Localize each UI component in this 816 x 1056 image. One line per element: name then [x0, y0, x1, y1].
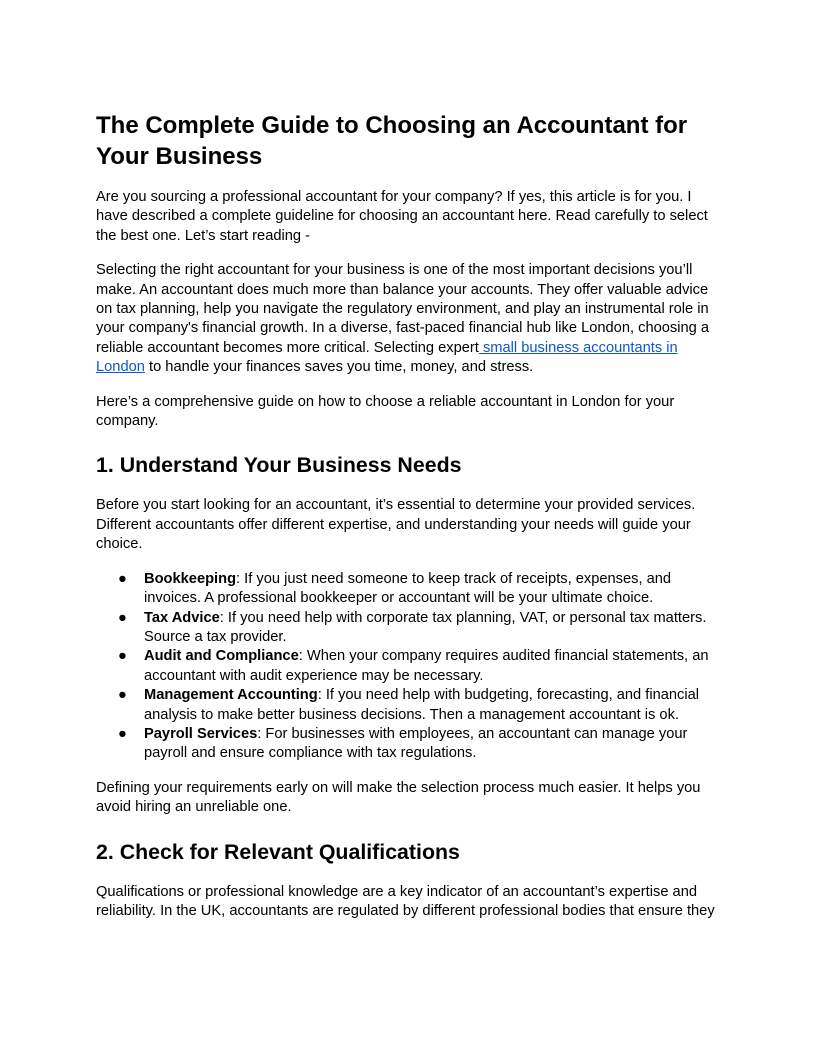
- business-needs-list: [96, 570, 720, 764]
- section-1-intro: Before you start looking for an accountant, it’s essential to determine your provided services. Different accountants offer different expertise, and understanding your needs will guide your choice.: [96, 497, 696, 553]
- bullet-icon: ●: [118, 570, 127, 587]
- list-item-text: : If you need help with budgeting, forecasting, and financial analysis to make better business decisions. Then a management accountant is ok.: [144, 687, 700, 723]
- bullet-icon: ●: [118, 687, 127, 704]
- list-item-text: : If you need help with corporate tax planning, VAT, or personal tax matters. Source a tax provider.: [144, 609, 707, 645]
- section-2-intro: Qualifications or professional knowledge are a key indicator of an accountant’s expertise and reliability. In the UK, accountants are regulated by different professional bodies that ensure they: [96, 883, 715, 919]
- intro-paragraph-2-text-after: to handle your finances saves you time, money, and stress.: [144, 359, 534, 376]
- list-item: [96, 570, 720, 609]
- list-item: [96, 609, 720, 648]
- intro-paragraph-2-text-before: Selecting the right accountant for your business is one of the most important decisions you’ll make. An accountant does much more than balance your accounts. They offer valuable advice on tax planning, help you navigate the regulatory environment, and play an instrumental role in your company's financial growth. In a diverse, fast-paced financial hub like London, choosing a reliable accountant becomes more critical. Selecting expert: [96, 262, 710, 356]
- list-item-term: Payroll Services: [144, 725, 258, 742]
- list-item-text: : If you just need someone to keep track of receipts, expenses, and invoices. A professional bookkeeper or accountant will be your ultimate choice.: [144, 570, 672, 607]
- list-item: [96, 686, 720, 725]
- bullet-icon: ●: [118, 725, 127, 742]
- list-item-term: Audit and Compliance: [144, 648, 299, 665]
- list-item-term: Bookkeeping: [144, 570, 237, 587]
- article-title: The Complete Guide to Choosing an Accountant for Your Business: [96, 112, 688, 170]
- bullet-icon: ●: [118, 648, 127, 665]
- list-item-term: Tax Advice: [144, 609, 220, 626]
- section-1-heading: 1. Understand Your Business Needs: [96, 453, 462, 478]
- intro-paragraph-1: Are you sourcing a professional accountant for your company? If yes, this article is for you. I have described a complete guideline for choosing an accountant here. Read carefully to select the best one. Let’s start reading -: [96, 189, 708, 244]
- bullet-icon: ●: [118, 609, 127, 626]
- document-page: [96, 110, 720, 936]
- small-business-accountants-link[interactable]: small business accountants in London: [96, 339, 678, 376]
- intro-paragraph-2: [96, 261, 720, 377]
- section-1-closing: Defining your requirements early on will make the selection process much easier. It helps you avoid hiring an unreliable one.: [96, 779, 701, 816]
- list-item-term: Management Accounting: [144, 687, 318, 704]
- intro-paragraph-3: Here’s a comprehensive guide on how to choose a reliable accountant in London for your company.: [96, 393, 675, 430]
- list-item-text: : For businesses with employees, an accountant can manage your payroll and ensure compliance with tax regulations.: [144, 725, 688, 762]
- list-item-text: : When your company requires audited financial statements, an accountant with audit experience may be necessary.: [144, 648, 709, 684]
- list-item: [96, 647, 720, 686]
- section-2-heading: 2. Check for Relevant Qualifications: [96, 839, 460, 864]
- list-item: [96, 725, 720, 764]
